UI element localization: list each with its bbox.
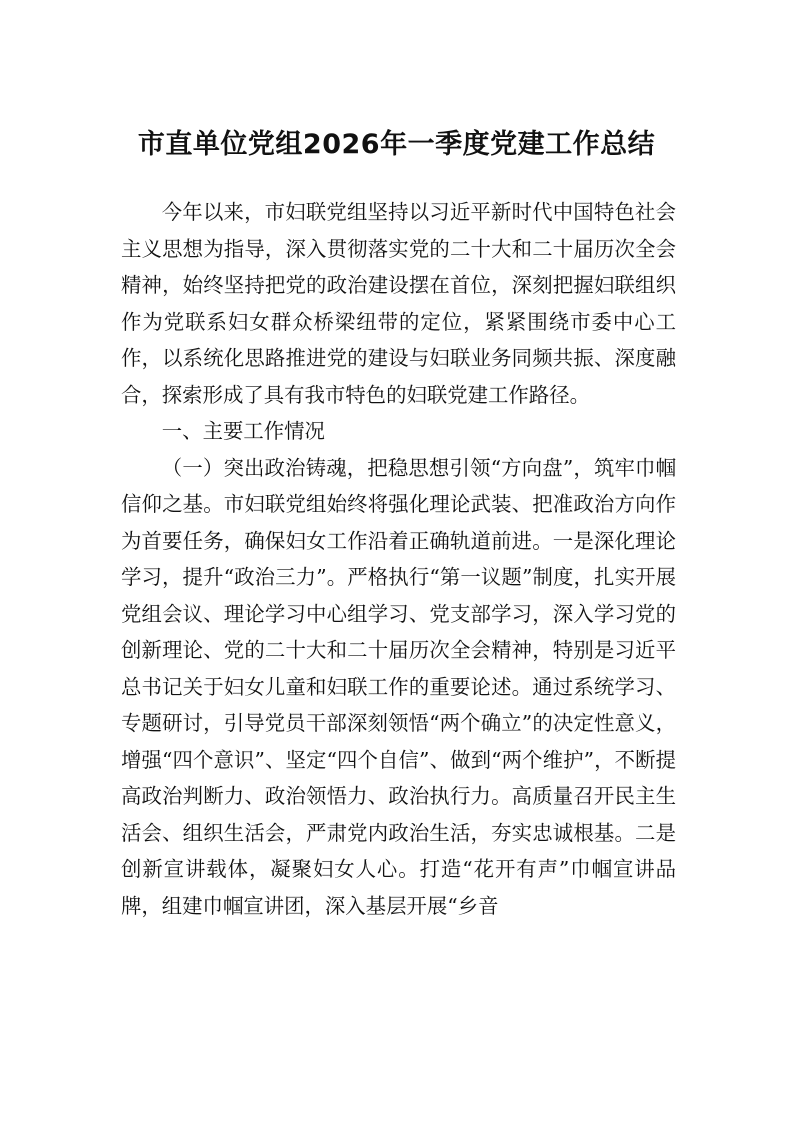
intro-paragraph: 今年以来，市妇联党组坚持以习近平新时代中国特色社会主义思想为指导，深入贯彻落实党的二十大和二十届历次全会精神，始终坚持把党的政治建设摆在首位，深刻把握妇联组织作为党联系妇女群众桥梁纽带的定位，紧紧围绕市委中心工作，以系统化思路推进党的建设与妇联业务同频共振、深度融合，探索形成了具有我市特色的妇联党建工作路径。: [121, 200, 676, 407]
section-heading: 一、主要工作情况: [161, 419, 325, 443]
document-title: 市直单位党组2026年一季度党建工作总结: [137, 129, 656, 160]
document-body: [121, 194, 676, 924]
subsection-paragraph: （一）突出政治铸魂，把稳思想引领“方向盘”，筑牢巾帼信仰之基。市妇联党组始终将强化理论武装、把准政治方向作为首要任务，确保妇女工作沿着正确轨道前进。一是深化理论学习，提升“政治三力”。严格执行“第一议题”制度，扎实开展党组会议、理论学习中心组学习、党支部学习，深入学习党的创新理论、党的二十大和二十届历次全会精神，特别是习近平总书记关于妇女儿童和妇联工作的重要论述。通过系统学习、专题研讨，引导党员干部深刻领悟“两个确立”的决定性意义，增强“四个意识”、坚定“四个自信”、做到“两个维护”，不断提高政治判断力、政治领悟力、政治执行力。高质量召开民主生活会、组织生活会，严肃党内政治生活，夯实忠诚根基。二是创新宣讲载体，凝聚妇女人心。打造“花开有声”巾帼宣讲品牌，组建巾帼宣讲团，深入基层开展“乡音: [121, 455, 676, 918]
